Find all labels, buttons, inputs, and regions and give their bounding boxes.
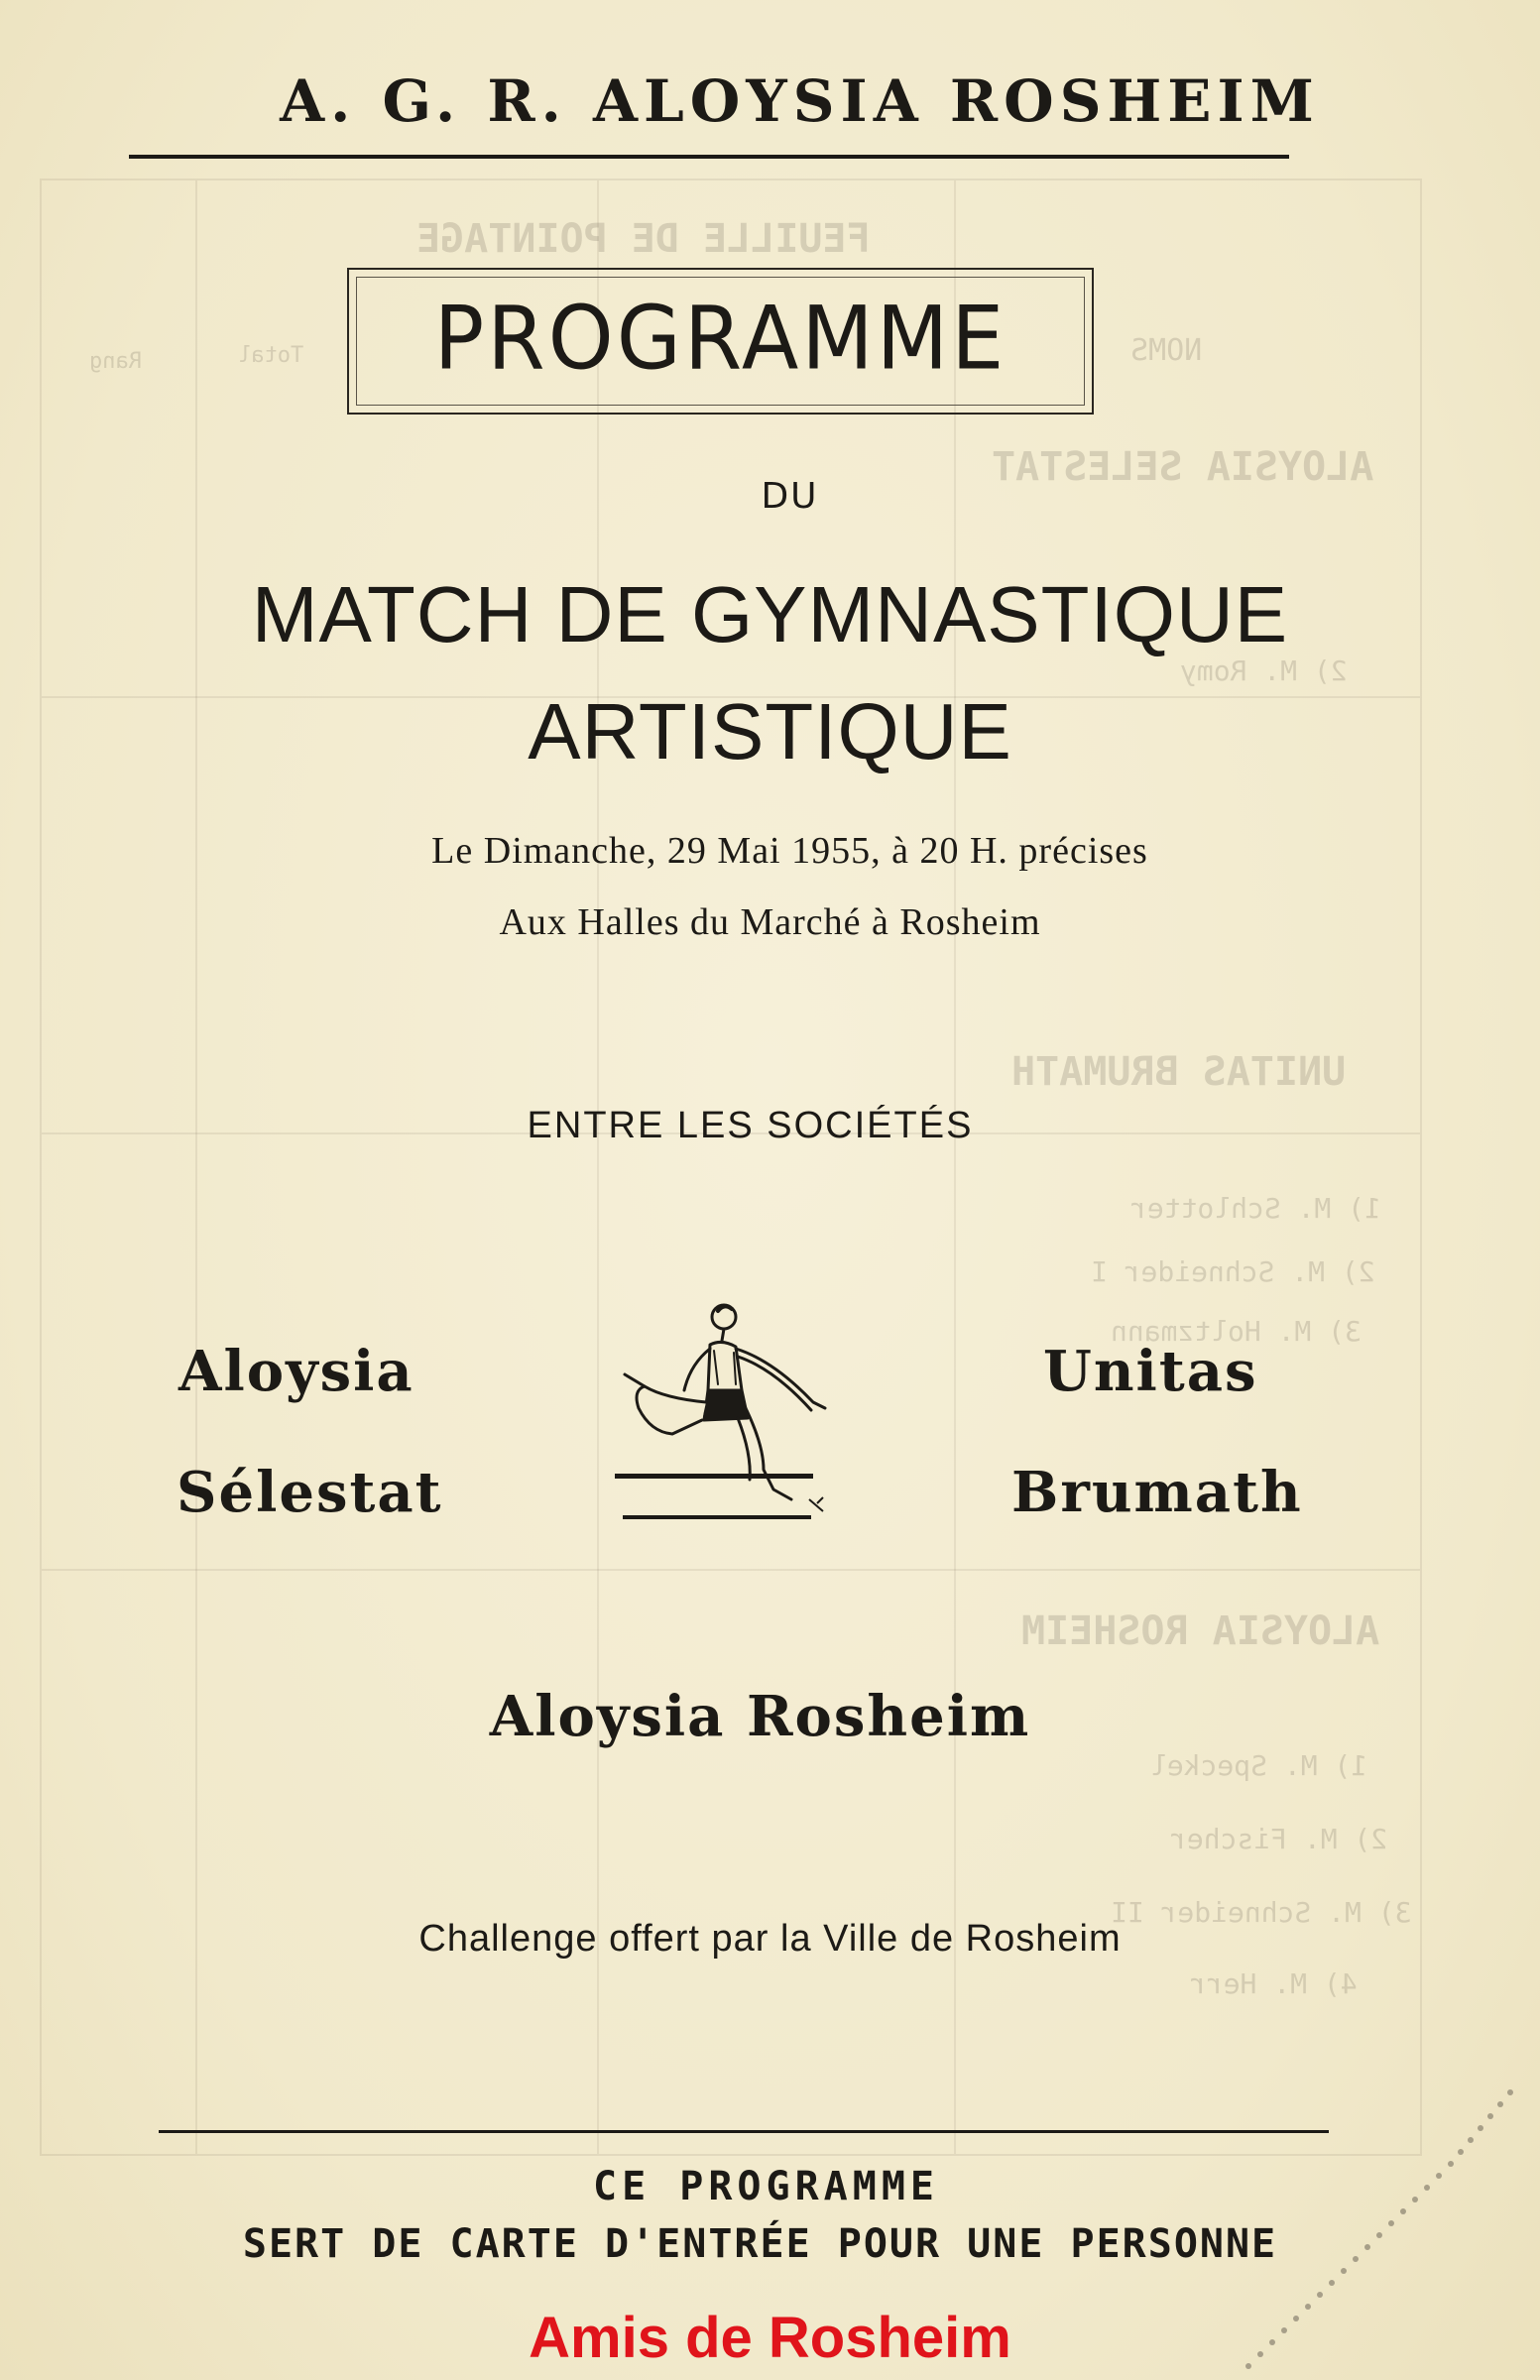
footer-line-2: SERT DE CARTE D'ENTRÉE POUR UNE PERSONNE: [242, 2221, 1278, 2267]
club-right-name-1: Unitas: [1043, 1339, 1258, 1404]
event-title-line-1: MATCH DE GYMNASTIQUE: [251, 570, 1289, 658]
club-left-name-2: Sélestat: [177, 1460, 443, 1525]
show-through-t3-name1: 1) M. Speckel: [1150, 1749, 1368, 1782]
challenge-line: Challenge offert par la Ville de Rosheim: [418, 1918, 1122, 1960]
show-through-t3-name4: 4) M. Herr: [1190, 1967, 1358, 2000]
entre-les-societes: ENTRE LES SOCIÉTÉS: [527, 1105, 974, 1146]
show-through-t2-name3: 3) M. Holtzmann: [1111, 1315, 1362, 1348]
show-through-total: Total: [238, 343, 304, 368]
show-through-team3: ALOYSIA ROSHEIM: [1021, 1608, 1380, 1654]
perforation-edge: [1213, 2073, 1540, 2380]
programme-title: PROGRAMME: [433, 287, 1007, 390]
gymnast-illustration: [615, 1295, 843, 1533]
show-through-team1: ALOYSIA SELESTAT: [992, 444, 1374, 490]
footer-rule: [159, 2130, 1329, 2133]
event-title-line-2: ARTISTIQUE: [528, 687, 1012, 775]
show-through-noms: NOMS: [1130, 333, 1203, 368]
show-through-title: FEUILLE DE POINTAGE: [416, 216, 871, 262]
show-through-team2: UNITAS BRUMATH: [1011, 1049, 1347, 1095]
club-right-name-2: Brumath: [1011, 1460, 1303, 1525]
event-date: Le Dimanche, 29 Mai 1955, à 20 H. précises: [431, 830, 1148, 872]
du-label: DU: [761, 476, 819, 517]
header-rule: [129, 155, 1289, 159]
show-through-t2-name2: 2) M. Schneider I: [1091, 1255, 1375, 1288]
event-place: Aux Halles du Marché à Rosheim: [499, 901, 1041, 943]
footer-line-1: CE PROGRAMME: [593, 2164, 939, 2209]
show-through-t3-name3: 3) M. Schneider II: [1111, 1896, 1412, 1929]
show-through-t3-name2: 2) M. Fischer: [1170, 1823, 1388, 1855]
host-club-name: Aloysia Rosheim: [489, 1684, 1031, 1749]
club-left-name-1: Aloysia: [178, 1339, 415, 1404]
credit-watermark: Amis de Rosheim: [529, 2306, 1011, 2370]
organization-title: A. G. R. ALOYSIA ROSHEIM: [280, 67, 1320, 135]
show-through-t1-name2: 2) M. Romy: [1180, 654, 1348, 687]
show-through-t2-name1: 1) M. Schlotter: [1130, 1192, 1381, 1225]
show-through-rang: Rang: [89, 349, 142, 374]
